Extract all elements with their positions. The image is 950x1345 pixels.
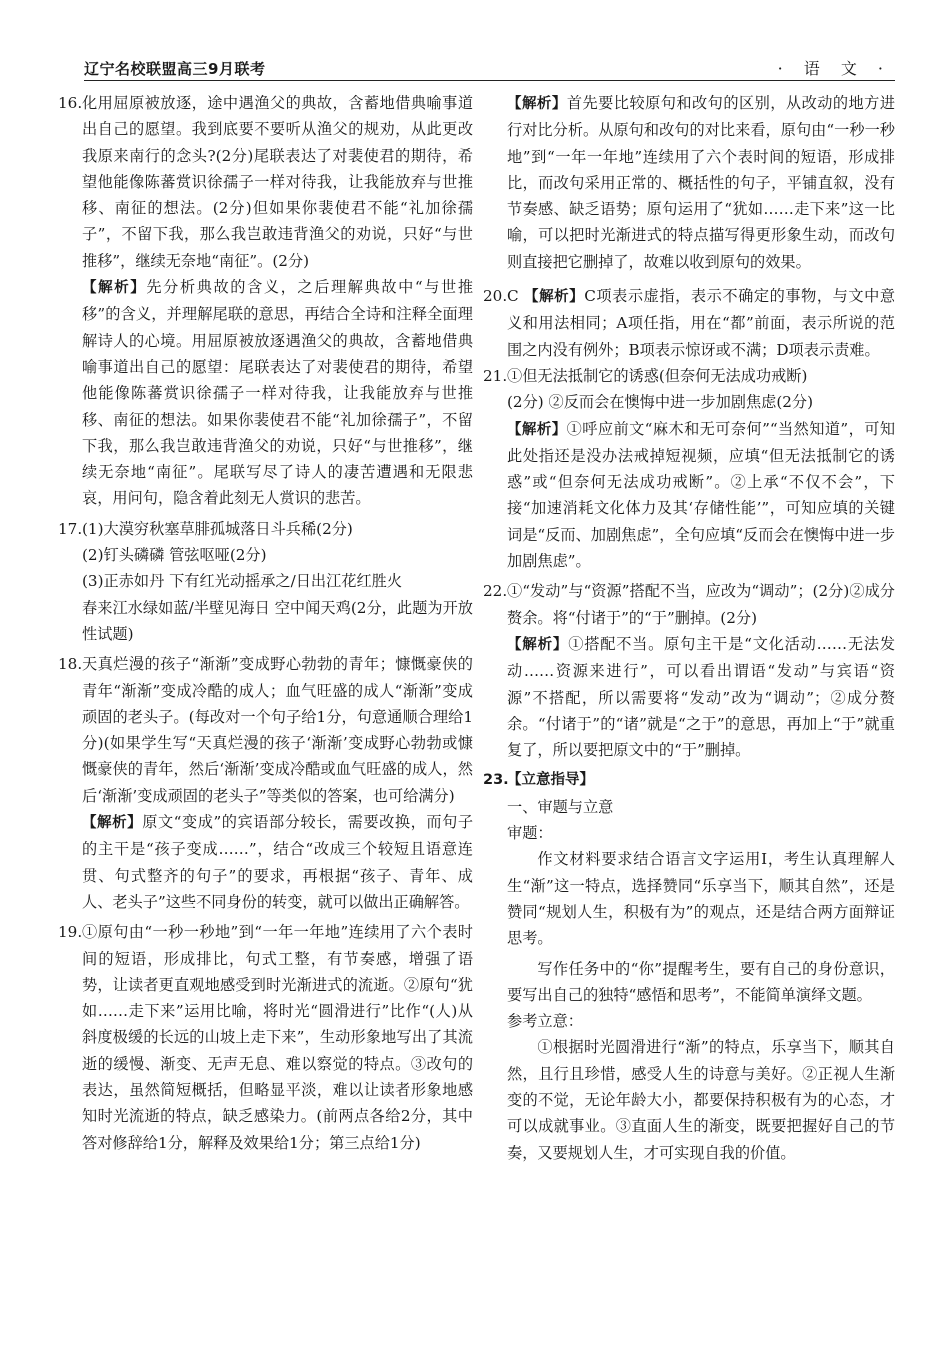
analysis-label: 【解析】 bbox=[507, 636, 569, 653]
sub-heading: 审题： bbox=[507, 824, 553, 843]
question-number: 18. bbox=[58, 655, 83, 674]
analysis-block bbox=[82, 274, 473, 512]
question-number: 16. bbox=[58, 94, 83, 112]
question-18 bbox=[58, 651, 473, 915]
sub-heading: 参考立意： bbox=[507, 1012, 583, 1031]
question-16 bbox=[58, 90, 473, 512]
answer-line: (3)正赤如丹 下有红光动摇承之/日出江花红胜火 bbox=[82, 572, 403, 591]
question-number: 21. bbox=[483, 366, 508, 385]
answer-line: (1)大漠穷秋塞草腓孤城落日斗兵稀(2分) bbox=[82, 519, 353, 538]
exam-title: 辽宁名校联盟高三9月联考 bbox=[84, 60, 266, 78]
analysis-label: 【解析】 bbox=[507, 96, 567, 112]
question-number: 19. bbox=[58, 923, 83, 942]
analysis-text: 首先要比较原句和改句的区别，从改动的地方进行对比分析。从原句和改句的对比来看，原句由“一秒一秒地”到“一年一年地”连续用了六个表时间的短语，形成排比，而改句采用正常的、概括性的句子，平铺直叙，没有节奏感、缺乏语势；原句运用了“犹如……走下来”这一比喻，可以把时光渐进式的特点描写得更形象生动，而改句则直接把它删掉了，故难以收到原句的效果。 bbox=[507, 94, 895, 271]
answer-line: (2)钉头磷磷 管弦呕哑(2分) bbox=[82, 546, 267, 565]
left-column bbox=[58, 90, 473, 1156]
question-number: 17. bbox=[58, 519, 83, 538]
section-title: 【立意指导】 bbox=[507, 772, 594, 789]
analysis-label: 【解析】 bbox=[82, 280, 147, 297]
paragraph: 写作任务中的“你”提醒考生，要有自己的身份意识，要写出自己的独特“感悟和思考”，不能简单演绎文题。 bbox=[507, 959, 895, 1004]
question-19-analysis bbox=[483, 90, 895, 275]
question-number: 22. bbox=[483, 582, 508, 601]
answer-line: 春来江水绿如蓝/半壁见海日 空中闻天鸡(2分，此题为开放性试题) bbox=[82, 598, 473, 643]
analysis-text: C项表示虚指，表示不确定的事物，与文中意义和用法相同；A项任指，用在“都”前面，表示所说的范围之内没有例外；B项表示惊讶或不满；D项表示责难。 bbox=[507, 287, 896, 359]
analysis-text: ①搭配不当。原句主干是“文化活动……无法发动……资源来进行”，可以看出谓语“发动”与宾语“资源”不搭配，所以需要将“发动”改为“调动”；②成分赘余。“付诸于”的“诸”就是“之于”的意思，再加上“于”就重复了，所以要把原文中的“于”删掉。 bbox=[507, 634, 896, 760]
question-20 bbox=[483, 283, 895, 363]
analysis-label: 【解析】 bbox=[507, 421, 567, 438]
paragraph: ①根据时光圆滑进行“渐”的特点，乐享当下，顺其自然，且行且珍惜，感受人生的诗意与美好。②正视人生渐变的不觉，无论年龄大小，都要保持积极有为的心态，才可以成就事业。③直面人生的渐变，既要把握好自己的节奏，又要规划人生，才可实现自我的价值。 bbox=[507, 1038, 895, 1162]
question-number: 23. bbox=[483, 772, 509, 789]
question-21 bbox=[483, 363, 895, 574]
analysis-block bbox=[507, 416, 895, 575]
answer-text: ①“发动”与“资源”搭配不当，应改为“调动”；(2分)②成分赘余。将“付诸于”的“于”删掉。(2分) bbox=[507, 582, 895, 627]
analysis-text: ①呼应前文“麻木和无可奈何”“当然知道”，可知此处指还是没办法戒掉短视频，应填“但无法抵制它的诱惑”或“但奈何无法成功戒断”。②上承“不仅不会”，下接“加速消耗文化体力及其‘存储性能’”，可知应填的关键词是“反而、加剧焦虑”，全句应填“反而会在懊悔中进一步加剧焦虑”。 bbox=[507, 419, 896, 571]
paragraph: 作文材料要求结合语言文字运用Ⅰ，考生认真理解人生“渐”这一特点，选择赞同“乐享当下，顺其自然”，还是赞同“规划人生，积极有为”的观点，还是结合两方面辩证思考。 bbox=[507, 850, 895, 948]
question-23 bbox=[483, 767, 895, 1165]
answer-line: ①但无法抵制它的诱惑(但奈何无法成功戒断) bbox=[507, 366, 808, 385]
analysis-label: 【解析】 bbox=[82, 815, 143, 832]
section-heading: 一、审题与立意 bbox=[507, 797, 614, 816]
question-17 bbox=[58, 516, 473, 647]
analysis-block bbox=[82, 809, 473, 915]
question-19 bbox=[58, 919, 473, 1156]
answer-text: 化用屈原被放逐，途中遇渔父的典故，含蓄地借典喻事道出自己的愿望。我到底要不要听从渔父的规劝，从此更改我原来南行的念头?(2分)尾联表达了对裴使君的期待，希望他能像陈蕃赏识徐孺子一样对待我，让我能放弃与世推移、南征的想法。(2分)但如果你裴使君不能“礼加徐孺子”，不留下我，那么我岂敢违背渔父的劝说，只好“与世推移”，继续无奈地“南征”。(2分) bbox=[82, 94, 473, 270]
answer-choice: C bbox=[507, 287, 519, 306]
analysis-text: 先分析典故的含义，之后理解典故中“与世推移”的含义，并理解尾联的意思，再结合全诗和注释全面理解诗人的心境。用屈原被放逐遇渔父的典故，含蓄地借典喻事道出自己的愿望：尾联表达了对裴使君的期待，希望他能像陈蕃赏识徐孺子一样对待我，让我能放弃与世推移、南征的想法。如果你裴使君不能“礼加徐孺子”，不留下我，那么我岂敢违背渔父的劝说，只好“与世推移”，继续无奈地“南征”。尾联写尽了诗人的凄苦遭遇和无限悲哀，用问句，隐含着此刻无人赏识的悲苦。 bbox=[82, 278, 474, 508]
answer-text: 天真烂漫的孩子“渐渐”变成野心勃勃的青年；慷慨豪侠的青年“渐渐”变成冷酷的成人；血气旺盛的成人“渐渐”变成顽固的老头子。(每改对一个句子给1分，句意通顺合理给1分)(如果学生写“天真烂漫的孩子‘渐渐’变成野心勃勃或慷慨豪侠的青年，然后‘渐渐’变成冷酷或血气旺盛的成人，然后‘渐渐’变成顽固的老头子”等类似的答案，也可给满分) bbox=[82, 655, 473, 805]
analysis-text: 原文“变成”的宾语部分较长，需要改换，而句子的主干是“孩子变成……”，结合“改成三个较短且语意连贯、句式整齐的句子”的要求，再根据“孩子、青年、成人、老头子”这些不同身份的转变，就可以做出正确解答。 bbox=[82, 813, 474, 911]
question-22 bbox=[483, 578, 895, 763]
subject-label: · 语 文 · bbox=[777, 59, 891, 78]
answer-line: (2分) ②反而会在懊悔中进一步加剧焦虑(2分) bbox=[507, 393, 814, 412]
question-number: 20. bbox=[483, 287, 508, 306]
page-header bbox=[84, 58, 895, 81]
analysis-block bbox=[507, 631, 895, 763]
analysis-block bbox=[507, 90, 895, 275]
analysis-label: 【解析】 bbox=[524, 289, 585, 306]
answer-text: ①原句由“一秒一秒地”到“一年一年地”连续用了六个表时间的短语，形成排比，句式工整，有节奏感，增强了语势，让读者更直观地感受到时光渐进式的流逝。②原句“犹如……走下来”运用比喻，将时光“圆滑进行”比作“(人)从斜度极缓的长远的山坡上走下来”，生动形象地写出了其流逝的缓慢、渐变、无声无息、难以察觉的特点。③改句的表达，虽然简短概括，但略显平淡，难以让读者形象地感知时光流逝的特点，缺乏感染力。(前两点各给2分，其中答对修辞给1分，解释及效果给1分；第三点给1分) bbox=[82, 923, 473, 1152]
analysis-block bbox=[507, 283, 895, 363]
right-column bbox=[483, 90, 895, 1166]
